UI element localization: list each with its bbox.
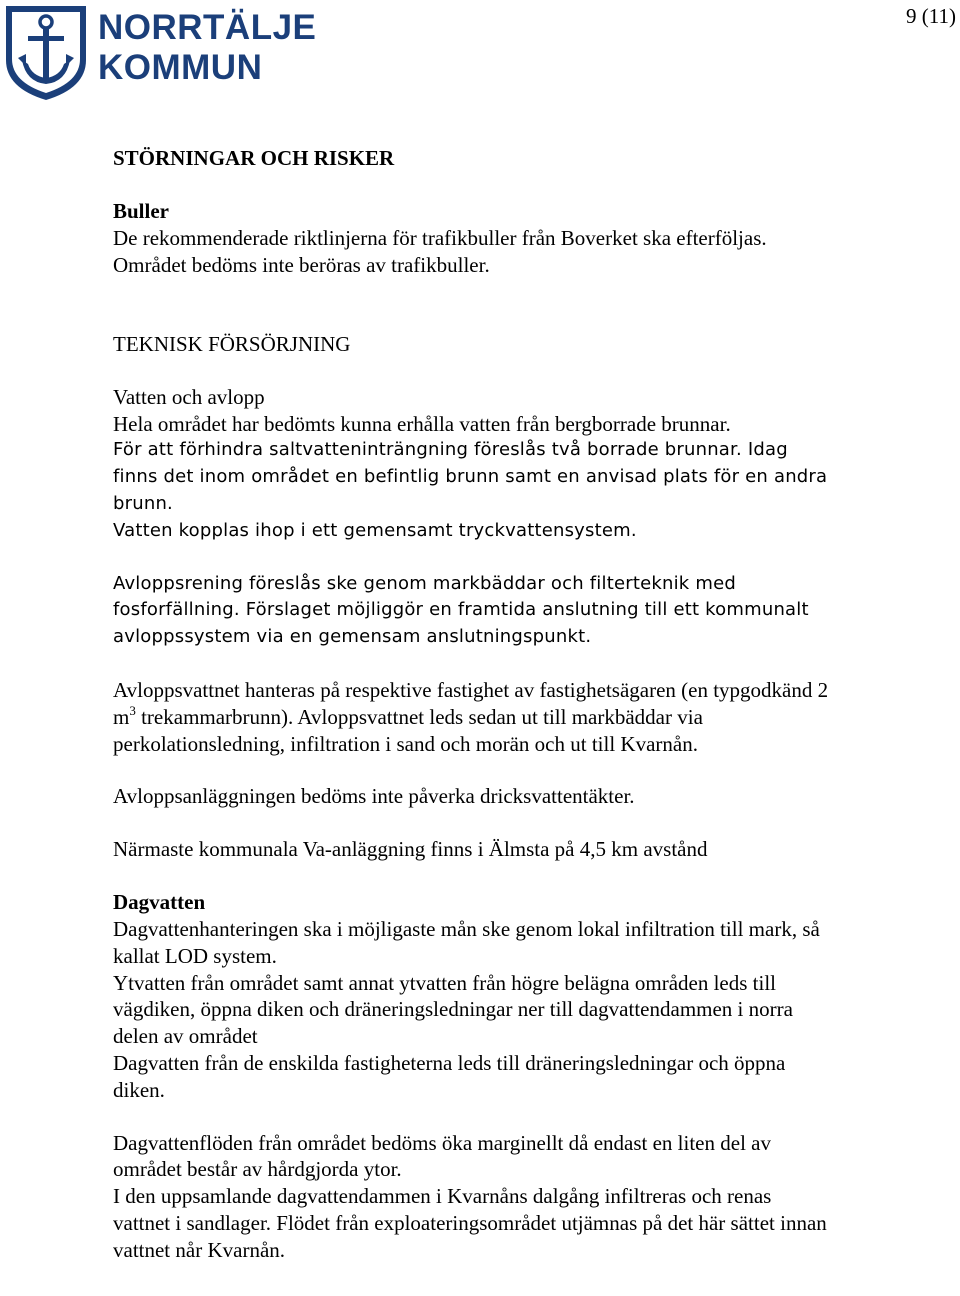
paragraph-vatten-line3: Vatten kopplas ihop i ett gemensamt tryckvattensystem. — [113, 519, 637, 541]
page-number: 9 (11) — [906, 4, 956, 28]
paragraph-dagvatten-5: I den uppsamlande dagvattendammen i Kvarnåns dalgång infiltreras och renas vattnet i sandlager. Flödet från exploateringsområdet utjämnas på det här sättet innan vattnet når Kvarnån. — [113, 1184, 827, 1262]
paragraph-avlopp-2 — [113, 677, 833, 757]
paragraph-avlopp-4: Närmaste kommunala Va-anläggning finns i Älmsta på 4,5 km avstånd — [113, 837, 708, 862]
paragraph-vatten-line2 — [113, 437, 833, 517]
paragraph-avlopp-1: Avloppsrening föreslås ske genom markbäddar och filterteknik med fosforfällning. Förslaget möjliggör en framtida anslutning till ett kommunalt avloppssystem via en gemensam anslutningspunkt. — [113, 572, 809, 648]
municipality-logo — [2, 2, 317, 102]
paragraph-buller: De rekommenderade riktlinjerna för trafikbuller från Boverket ska efterföljas. Området bedöms inte beröras av trafikbuller. — [113, 226, 767, 277]
paragraph-vatten-line1: Hela området har bedömts kunna erhålla vatten från bergborrade brunnar. — [113, 411, 731, 436]
subheading-dagvatten: Dagvatten — [113, 889, 206, 914]
section-title-teknisk: TEKNISK FÖRSÖRJNING — [113, 331, 351, 356]
section-title-storningar: STÖRNINGAR OCH RISKER — [113, 146, 395, 170]
vatten-sentence-b: Idag finns det inom området en befintlig brunn samt en anvisad plats för en andra brunn. — [113, 439, 828, 514]
paragraph-dagvatten-1: Dagvattenhanteringen ska i möjligaste mån ske genom lokal infiltration till mark, så kallat LOD system. — [113, 916, 820, 968]
avlopp-2-part-b: trekammarbrunn). Avloppsvattnet leds sedan ut till markbäddar via perkolationsledning, infiltration i sand och morän och ut till Kvarnån. — [113, 704, 703, 756]
document-body — [113, 145, 833, 1264]
coat-of-arms-icon — [2, 2, 90, 102]
paragraph-dagvatten-4: Dagvattenflöden från området bedöms öka marginellt då endast en liten del av området består av hårdgjorda ytor. — [113, 1130, 771, 1182]
logo-wordmark — [98, 8, 316, 88]
subheading-vatten: Vatten och avlopp — [113, 384, 265, 409]
subheading-buller: Buller — [113, 199, 169, 223]
vatten-sentence-a: För att förhindra saltvatteninträngning föreslås två borrade brunnar. — [113, 439, 742, 461]
paragraph-avlopp-3: Avloppsanläggningen bedöms inte påverka dricksvattentäkter. — [113, 784, 635, 809]
paragraph-dagvatten-2: Ytvatten från området samt annat ytvatten från högre belägna områden leds till vägdiken, öppna diken och dräneringsledningar ner till dagvattendammen i norra delen av området — [113, 970, 793, 1049]
avlopp-2-part-a: Avloppsvattnet hanteras på respektive fastighet av fastighetsägaren (en typgodkänd 2 m — [113, 677, 829, 729]
superscript-three: 3 — [129, 702, 136, 718]
paragraph-dagvatten-3: Dagvatten från de enskilda fastigheterna leds till dräneringsledningar och öppna diken. — [113, 1050, 786, 1102]
logo-line-1: NORRTÄLJE — [98, 8, 317, 47]
logo-line-2: KOMMUN — [98, 48, 263, 87]
